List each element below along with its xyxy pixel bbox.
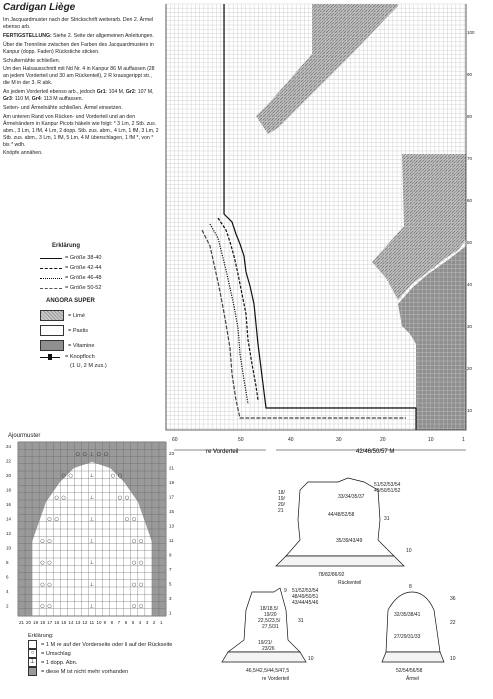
legend-size-1: = Größe 38-40 <box>40 255 102 261</box>
ajour-col-label: 18 <box>40 620 46 625</box>
ajour-yo-symbol: ○ <box>139 603 144 610</box>
legend-yarn-pastis: = Pastis <box>40 325 88 336</box>
svg-text:80: 80 <box>467 114 473 119</box>
ajour-col-label: 13 <box>75 620 81 625</box>
svg-text:51/52/53/54: 51/52/53/54 <box>292 588 319 594</box>
svg-text:52/54/56/58: 52/54/56/58 <box>396 668 423 674</box>
front-schematic <box>222 588 319 682</box>
ajour-col-label: 19 <box>33 620 39 625</box>
ajour-yo-symbol: ○ <box>40 538 45 545</box>
svg-text:33/34/35/37: 33/34/35/37 <box>338 494 365 500</box>
ajour-yo-symbol: ○ <box>40 603 45 610</box>
ajour-yo-symbol: ○ <box>139 560 144 567</box>
x-tick-60: 60 <box>172 437 178 443</box>
x-tick-20: 20 <box>380 437 386 443</box>
svg-text:Ärmel: Ärmel <box>406 676 420 682</box>
legend-title: Erklärung <box>52 243 81 249</box>
svg-text:22,5/23,5/: 22,5/23,5/ <box>258 618 281 624</box>
svg-text:60: 60 <box>467 198 473 203</box>
svg-text:re Vorderteil: re Vorderteil <box>262 676 289 682</box>
ajour-key <box>28 632 172 676</box>
ajour-yo-symbol: ○ <box>47 560 52 567</box>
ajour-dec-symbol: ⊥ <box>89 603 95 610</box>
ajour-key-none: = diese M ist nicht mehr vorhanden <box>28 667 172 676</box>
ajour-dec-symbol: ⊥ <box>89 581 95 588</box>
ajour-col-label: 5 <box>131 620 135 625</box>
ajour-key-dec: ⊥ = 1 dopp. Abn. <box>29 659 78 666</box>
ajour-yo-symbol: ○ <box>110 473 116 480</box>
ajour-row-label-right: 13 <box>169 523 175 529</box>
ajour-col-label: 20 <box>26 620 32 625</box>
legend-size-3: = Größe 46-48 <box>40 275 102 281</box>
ajour-yo-symbol: ○ <box>40 581 45 588</box>
ajour-dec-symbol: ⊥ <box>89 451 95 458</box>
svg-text:44/48/52/58: 44/48/52/58 <box>328 512 355 518</box>
ajour-row-label-left: 22 <box>6 458 12 464</box>
svg-text:48/49/50/51: 48/49/50/51 <box>292 594 319 600</box>
ajour-col-label: 15 <box>61 620 67 625</box>
legend-size-4: = Größe 50-52 <box>40 285 102 291</box>
svg-text:78/82/86/92: 78/82/86/92 <box>318 572 345 578</box>
ajour-yo-symbol: ○ <box>117 494 123 501</box>
x-tick-10: 10 <box>428 437 434 443</box>
instr-p8: Am unteren Rand von Rücken- und Vorderteil und an den Ärmelrändern in Kanpur Picots häkeln wie folgt: * 3 Lm, 2 Stb. zus. abm., 3 Lm, 1 fM, 4 Lm, 2 dopp. Stb. zus. abm., 4 Lm, 1 fM, 3 Lm, 2 Stb. zus. abm., 3 Lm, 1 fM, 5 Lm, 4 M überschlagen, 1 fM *, von * bis * wdh. <box>3 113 159 148</box>
svg-text:10: 10 <box>450 656 456 662</box>
instr-p6: An jedem Vorderteil ebenso arb., jedoch Gr1: 104 M, Gr2: 107 M, Gr3: 110 M, Gr4: 113 M auffassen. <box>3 89 154 103</box>
ajour-yo-symbol: ○ <box>131 538 137 545</box>
legend-buttonhole-sub: (1 U, 2 M zus.) <box>70 363 107 369</box>
svg-text:30: 30 <box>467 324 473 329</box>
ajour-row-label-left: 10 <box>6 545 12 551</box>
chart-right-label: 42/46/50/57 M <box>356 449 395 455</box>
instr-p2: FERTIGSTELLUNG: Siehe 2. Seite der allgemeinen Anleitungen. <box>3 32 154 39</box>
instr-p3: Über die Trennlinie zwischen den Farben des Jacquardmusters in Kanpur (dopp. Faden) Rückstiche sticken. <box>3 41 154 55</box>
ajour-yo-symbol: ○ <box>61 494 66 501</box>
svg-text:9: 9 <box>284 588 287 594</box>
legend-yarn-title: ANGORA SUPER <box>46 298 95 304</box>
svg-text:19/21/: 19/21/ <box>258 640 272 646</box>
svg-text:23/26: 23/26 <box>262 646 275 652</box>
ajour-col-label: 11 <box>89 620 95 625</box>
ajour-yo-symbol: ○ <box>124 516 130 523</box>
schematics <box>188 460 488 692</box>
legend-yarn-vitamine: = Vitamine <box>40 340 94 351</box>
ajour-col-label: 21 <box>19 620 25 625</box>
ajour-col-label: 9 <box>103 620 107 625</box>
page-title: Cardigan Liège <box>3 2 76 13</box>
svg-text:31: 31 <box>298 618 304 624</box>
ajour-yo-symbol: ○ <box>131 581 137 588</box>
front-chart <box>166 4 475 456</box>
ajour-key-title: Erklärung: <box>28 633 54 639</box>
circle-icon: ○ <box>28 649 37 658</box>
ajour-yo-symbol: ○ <box>82 451 88 458</box>
ajour-yo-symbol: ○ <box>54 516 59 523</box>
ajour-col-label: 1 <box>159 620 163 625</box>
ajour-row-label-right: 17 <box>169 494 175 500</box>
svg-text:18/: 18/ <box>278 490 285 496</box>
ajour-col-label: 17 <box>47 620 53 625</box>
legend-buttonhole: = Knopfloch <box>40 354 95 360</box>
ajour-dec-symbol: ⊥ <box>89 560 95 567</box>
svg-text:32/35/38/41: 32/35/38/41 <box>394 612 421 618</box>
svg-text:18/18,5/: 18/18,5/ <box>260 606 279 612</box>
ajour-dec-symbol: ⊥ <box>89 494 95 501</box>
back-schematic <box>276 478 412 586</box>
double-decrease-icon: ⊥ <box>29 659 36 666</box>
x-tick-30: 30 <box>336 437 342 443</box>
ajour-yo-symbol: ○ <box>40 560 45 567</box>
legend-yarn-lime: = Limé <box>40 310 85 321</box>
ajour-title: Ajourmuster <box>8 433 41 439</box>
chart-left-label: re Vorderteil <box>206 449 239 455</box>
svg-text:20/: 20/ <box>278 502 285 508</box>
instructions-text <box>3 17 160 159</box>
ajour-yo-symbol: ○ <box>47 516 52 523</box>
ajour-row-label-left: 8 <box>6 559 9 565</box>
ajour-row-label-left: 16 <box>6 501 12 507</box>
ajour-dec-symbol: ⊥ <box>89 538 95 545</box>
legend-size-2: = Größe 42-44 <box>40 265 102 271</box>
ajour-yo-symbol: ○ <box>54 494 59 501</box>
svg-text:51/52/53/54: 51/52/53/54 <box>374 482 401 488</box>
ajour-yo-symbol: ○ <box>96 451 102 458</box>
svg-text:50: 50 <box>467 240 473 245</box>
ajour-key-yo: ○ = Umschlag <box>28 649 172 658</box>
svg-text:40: 40 <box>467 282 473 287</box>
ajour-row-label-right: 11 <box>169 538 174 544</box>
ajour-row-label-left: 24 <box>6 443 12 449</box>
svg-text:8: 8 <box>409 584 412 590</box>
ajour-col-label: 6 <box>124 620 128 625</box>
ajour-yo-symbol: ○ <box>61 473 66 480</box>
ajour-row-label-right: 19 <box>169 480 175 486</box>
ajour-col-label: 2 <box>152 620 156 625</box>
instr-p9: Knöpfe annähen. <box>3 150 43 157</box>
svg-text:Rückenteil: Rückenteil <box>338 580 362 586</box>
legend <box>30 243 167 385</box>
svg-text:100: 100 <box>467 30 475 35</box>
ajour-row-label-right: 3 <box>169 596 172 602</box>
x-tick-40: 40 <box>288 437 294 443</box>
svg-text:70: 70 <box>467 156 473 161</box>
svg-text:90: 90 <box>467 72 473 77</box>
ajour-col-label: 12 <box>82 620 88 625</box>
ajour-row-label-right: 23 <box>169 451 175 457</box>
ajour-yo-symbol: ○ <box>75 451 80 458</box>
svg-text:22: 22 <box>450 620 456 626</box>
x-tick-50: 50 <box>238 437 244 443</box>
ajour-yo-symbol: ○ <box>131 560 137 567</box>
svg-text:19/: 19/ <box>278 496 285 502</box>
buttonhole-icon <box>40 354 62 360</box>
svg-text:46,5/42,5/44,5/47,5: 46,5/42,5/44,5/47,5 <box>246 668 290 674</box>
instr-p1: Im Jacquardmuster nach der Strickschrift weiterarb. Den 2. Ärmel ebenso arb. <box>3 17 154 30</box>
ajour-yo-symbol: ○ <box>139 538 144 545</box>
svg-text:36: 36 <box>450 596 456 602</box>
sleeve-schematic <box>382 584 456 682</box>
ajour-row-label-left: 6 <box>6 574 9 580</box>
ajour-yo-symbol: ○ <box>68 473 73 480</box>
ajour-row-label-left: 4 <box>6 588 9 594</box>
ajour-yo-symbol: ○ <box>47 581 52 588</box>
svg-text:10: 10 <box>308 656 314 662</box>
instr-p7: Seiten- und Ärmelnähte schließen. Ärmel einsetzen. <box>3 104 123 111</box>
ajour-yo-symbol: ○ <box>124 494 130 501</box>
svg-text:19/20: 19/20 <box>264 612 277 618</box>
ajour-col-label: 3 <box>145 620 149 625</box>
ajour-col-label: 4 <box>138 620 142 625</box>
ajour-row-label-right: 7 <box>169 567 172 573</box>
ajour-row-label-left: 20 <box>6 472 12 478</box>
ajour-chart <box>6 442 182 630</box>
ajour-row-label-right: 9 <box>169 552 172 558</box>
ajour-col-label: 16 <box>54 620 60 625</box>
ajour-yo-symbol: ○ <box>47 538 52 545</box>
ajour-dec-symbol: ⊥ <box>89 516 95 523</box>
ajour-dec-symbol: ⊥ <box>89 473 95 480</box>
ajour-row-label-left: 18 <box>6 487 12 493</box>
ajour-yo-symbol: ○ <box>103 451 109 458</box>
ajour-col-label: 10 <box>96 620 102 625</box>
svg-text:27/29/31/33: 27/29/31/33 <box>394 634 421 640</box>
ajour-yo-symbol: ○ <box>131 516 137 523</box>
svg-text:10: 10 <box>406 548 412 554</box>
ajour-row-label-right: 1 <box>169 610 172 616</box>
ajour-col-label: 14 <box>68 620 74 625</box>
ajour-row-label-left: 12 <box>6 530 12 536</box>
svg-text:10: 10 <box>467 408 473 413</box>
ajour-row-label-left: 14 <box>6 516 12 522</box>
ajour-row-label-right: 21 <box>169 465 175 471</box>
ajour-row-label-left: 2 <box>6 603 9 609</box>
svg-text:27,5/31: 27,5/31 <box>262 624 279 630</box>
ajour-yo-symbol: ○ <box>47 603 52 610</box>
ajour-row-label-right: 15 <box>169 509 175 515</box>
ajour-key-knit: = 1 M re auf der Vorderseite oder li auf der Rückseite <box>28 640 172 649</box>
ajour-col-label: 8 <box>110 620 114 625</box>
ajour-col-label: 7 <box>117 620 121 625</box>
ajour-yo-symbol: ○ <box>139 581 144 588</box>
svg-text:31: 31 <box>384 516 390 522</box>
instr-p5: Um den Halsausschnitt mit Nd Nr. 4 in Kanpur 86 M auffassen (28 an jedem Vorderteil und 30 am Rückenteil), 2 R krausgerippt str., die M in der 3. R abk. <box>3 66 155 87</box>
svg-text:20: 20 <box>467 366 473 371</box>
svg-text:35/39/43/49: 35/39/43/49 <box>336 538 363 544</box>
svg-text:49/50/51/52: 49/50/51/52 <box>374 488 401 494</box>
x-tick-1: 1 <box>462 437 465 443</box>
svg-text:21: 21 <box>278 508 284 514</box>
ajour-row-label-right: 5 <box>169 581 172 587</box>
ajour-yo-symbol: ○ <box>131 603 137 610</box>
svg-text:43/44/45/46: 43/44/45/46 <box>292 600 319 606</box>
ajour-yo-symbol: ○ <box>117 473 123 480</box>
instr-p4: Schulternähte schließen. <box>3 57 61 64</box>
